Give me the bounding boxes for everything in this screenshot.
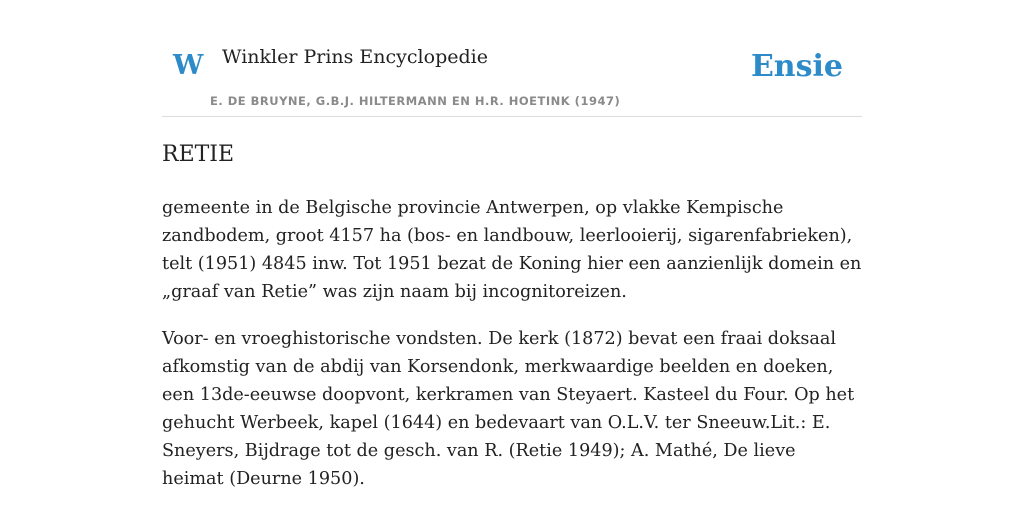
article-title: RETIE xyxy=(162,142,235,167)
encyclopedia-title[interactable]: Winkler Prins Encyclopedie xyxy=(222,46,488,68)
article-paragraph-2: Voor- en vroeghistorische vondsten. De kerk (1872) bevat een fraai doksaal afkomstig van de abdij van Korsendonk, merkwaardige beelden en doeken, een 13de-eeuwse doopvont, kerkramen van Steyaert. Kasteel du Four. Op het gehucht Werbeek, kapel (1644) en bedevaart van O.L.V. ter Sneeuw.Lit.: E. Sneyers, Bijdrage tot de gesch. van R. (Retie 1949); A. Mathé, De lieve heimat (Deurne 1950). xyxy=(162,329,855,489)
site-header xyxy=(162,0,862,117)
encyclopedia-authors: E. DE BRUYNE, G.B.J. HILTERMANN EN H.R. HOETINK (1947) xyxy=(210,94,621,108)
ensie-logo[interactable]: Ensie xyxy=(750,49,843,84)
winkler-prins-logo[interactable]: W xyxy=(173,50,204,81)
article xyxy=(162,140,862,512)
article-paragraph-1: gemeente in de Belgische provincie Antwerpen, op vlakke Kempische zandbodem, groot 4157 ha (bos- en landbouw, leerlooierij, sigarenfabrieken), telt (1951) 4845 inw. Tot 1951 bezat de Koning hier een aanzienlijk domein en „graaf van Retie” was zijn naam bij incognitoreizen. xyxy=(162,198,862,302)
